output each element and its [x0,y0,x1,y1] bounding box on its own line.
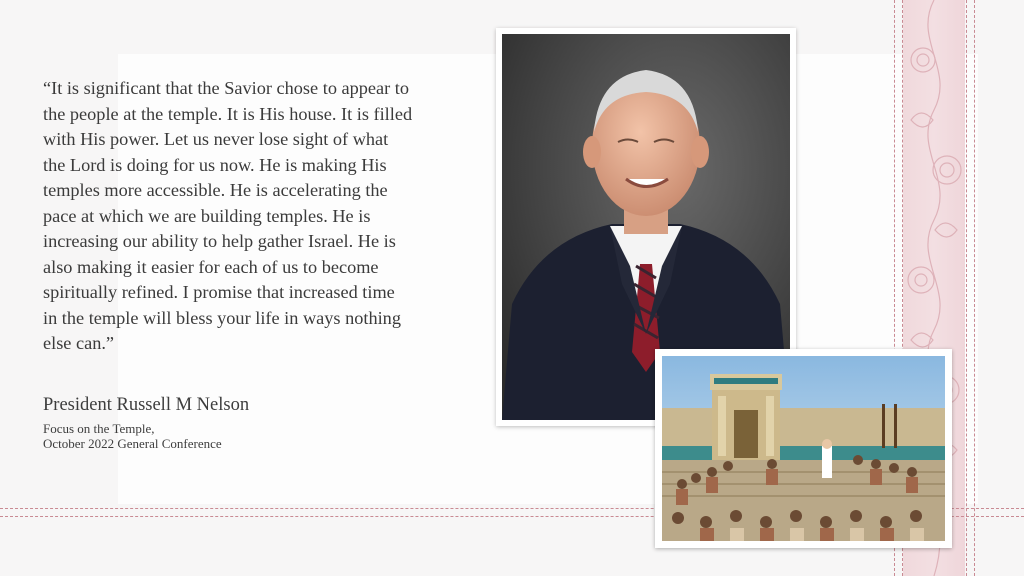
divider-line [974,0,975,576]
temple-image [662,356,945,541]
conference-name: October 2022 General Conference [43,436,222,451]
quote-text: “It is significant that the Savior chose to appear to the people at the temple. It is His house. It is filled with His power. Let us never lose sight of what the Lord is doing for us now. He is making His temples more accessible. He is accelerating the pace at which we are building temples. He is increasing our ability to help gather Israel. He is also making it easier for each of us to become spiritually refined. I promise that increased time in the temple will bless your life in ways nothing else can.” [43,78,413,353]
divider-line [966,0,967,576]
source-citation [43,421,222,451]
talk-title: Focus on the Temple, [43,421,155,436]
temple-painting [655,349,952,548]
author-name: President Russell M Nelson [43,395,250,415]
